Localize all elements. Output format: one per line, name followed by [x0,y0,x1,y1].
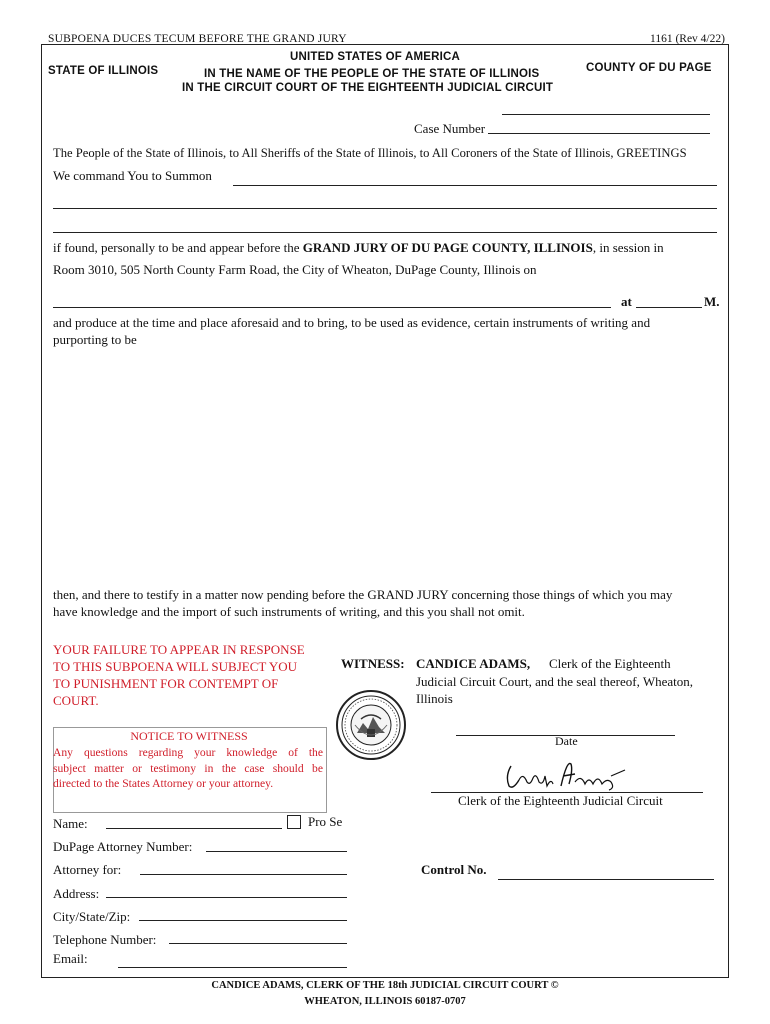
date-label: Date [555,734,578,748]
warning-line: YOUR FAILURE TO APPEAR IN RESPONSE [53,642,305,657]
produce-text-1: and produce at the time and place aforesaid and to bring, to be used as evidence, certain instruments of writing and [53,315,651,330]
attorney-for-field[interactable] [140,874,347,875]
court-seal [335,689,407,766]
notice-line: Any questions regarding your knowledge of the [53,746,323,759]
witness-label: WITNESS: [341,656,405,671]
form-title: SUBPOENA DUCES TECUM BEFORE THE GRAND JURY [48,33,347,45]
case-number-line-top [502,114,710,115]
witness-text-3: Illinois [416,691,453,706]
appear-text [53,240,664,256]
header-court: IN THE CIRCUIT COURT OF THE EIGHTEENTH JUDICIAL CIRCUIT [182,82,554,94]
appear-text-post: , in session in [592,240,664,255]
testify-text-1: then, and there to testify in a matter now pending before the GRAND JURY concerning those things of which you may [53,587,673,602]
pro-se-checkbox[interactable] [287,815,301,829]
address-label: Address: [53,886,100,901]
summon-field[interactable] [233,185,717,186]
form-number: 1161 (Rev 4/22) [650,33,725,45]
telephone-field[interactable] [169,943,347,944]
telephone-label: Telephone Number: [53,932,157,947]
witness-text-2: Judicial Circuit Court, and the seal thereof, Wheaton, [416,674,694,689]
email-label: Email: [53,951,88,966]
summon-field-3[interactable] [53,232,717,233]
notice-title: NOTICE TO WITNESS [130,729,248,743]
time-field[interactable] [636,307,702,308]
footer-line-2: WHEATON, ILLINOIS 60187-0707 [304,996,466,1007]
attorney-for-label: Attorney for: [53,862,122,877]
produce-text-2: purporting to be [53,332,137,347]
footer-line-1: CANDICE ADAMS, CLERK OF THE 18th JUDICIAL CIRCUIT COURT © [211,980,559,991]
case-number-label: Case Number [414,121,486,136]
clerk-signature [503,756,628,797]
email-field[interactable] [118,967,347,968]
pro-se-label: Pro Se [308,814,343,829]
at-label: at [621,294,632,309]
warning-line: TO PUNISHMENT FOR CONTEMPT OF [53,676,279,691]
name-label: Name: [53,816,88,831]
grand-jury-bold: GRAND JURY OF DU PAGE COUNTY, ILLINOIS [302,240,593,255]
summon-label: We command You to Summon [53,168,212,183]
summon-field-2[interactable] [53,208,717,209]
m-label: M. [704,294,720,309]
case-number-field[interactable] [488,133,710,134]
header-people: IN THE NAME OF THE PEOPLE OF THE STATE OF ILLINOIS [204,68,540,80]
control-no-label: Control No. [421,862,487,877]
header-country: UNITED STATES OF AMERICA [290,51,461,63]
header-county: COUNTY OF DU PAGE [586,62,712,74]
clerk-label: Clerk of the Eighteenth Judicial Circuit [458,793,663,808]
date-appear-field[interactable] [53,307,611,308]
notice-line: directed to the States Attorney or your attorney. [53,777,274,790]
greeting-text: The People of the State of Illinois, to All Sheriffs of the State of Illinois, to All Coroners of the State of Illinois, GREETINGS [53,146,687,160]
attorney-number-label: DuPage Attorney Number: [53,839,193,854]
notice-line: subject matter or testimony in the case should be [53,761,323,775]
location-text: Room 3010, 505 North County Farm Road, the City of Wheaton, DuPage County, Illinois on [53,262,537,277]
address-field[interactable] [106,897,347,898]
header-state: STATE OF ILLINOIS [48,65,159,77]
witness-name: CANDICE ADAMS, [416,656,531,671]
name-field[interactable] [106,828,282,829]
city-state-zip-label: City/State/Zip: [53,909,131,924]
testify-text-2: have knowledge and the import of such instruments of writing, and this you shall not omit. [53,604,525,619]
warning-line: TO THIS SUBPOENA WILL SUBJECT YOU [53,659,298,674]
appear-text-pre: if found, personally to be and appear before the [53,240,303,255]
attorney-number-field[interactable] [206,851,347,852]
warning-line: COURT. [53,693,99,708]
witness-text-1: Clerk of the Eighteenth [549,656,671,671]
control-no-field[interactable] [498,879,714,880]
city-state-zip-field[interactable] [139,920,347,921]
failure-warning [53,641,325,709]
notice-body [53,745,323,792]
